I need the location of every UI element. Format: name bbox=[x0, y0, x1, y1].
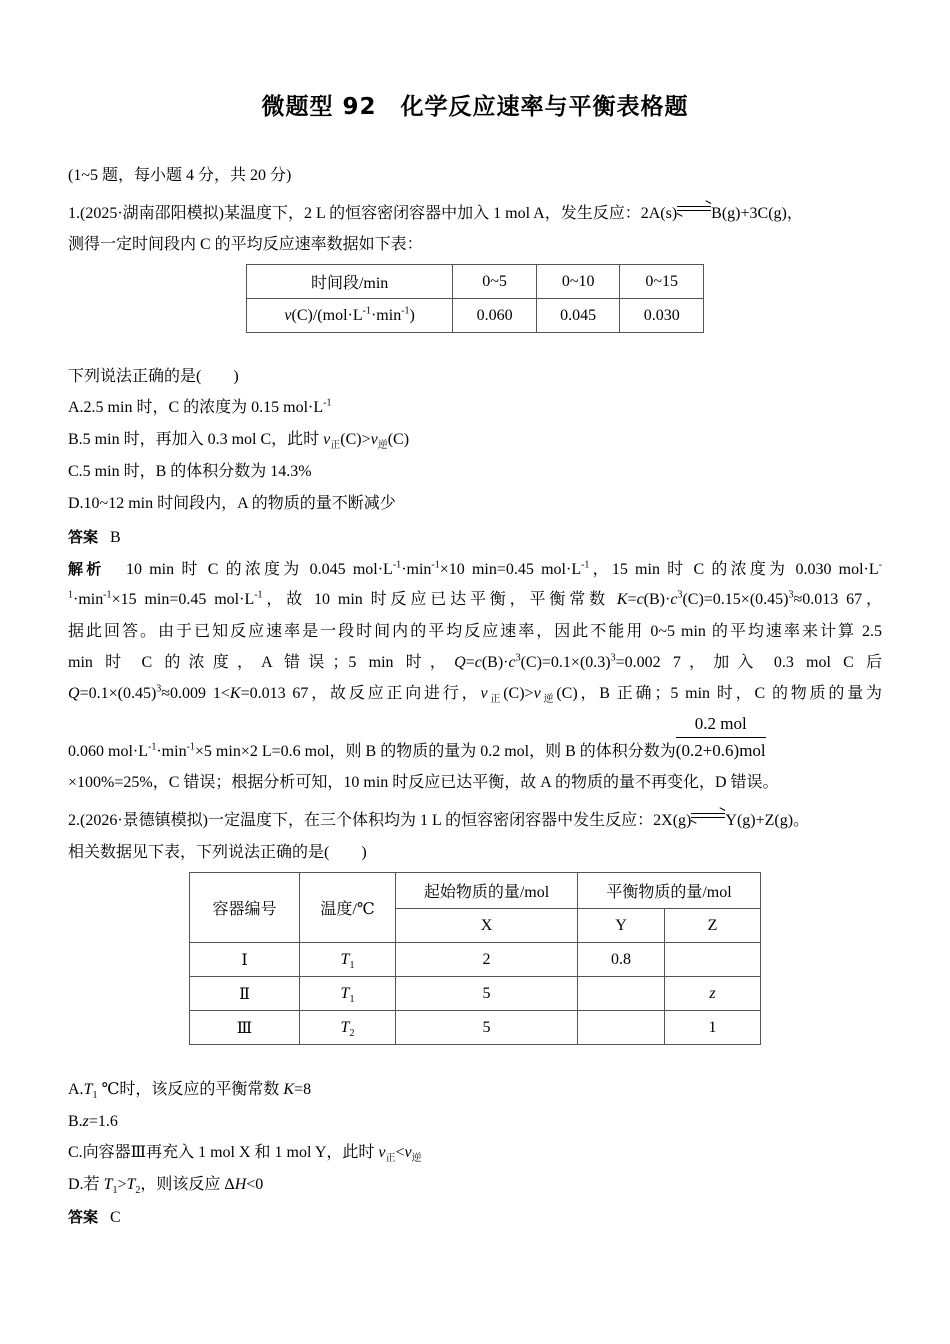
table-cell: $T_2$ bbox=[300, 1011, 396, 1045]
q2-option-c: C.向容器Ⅲ再充入 1 mol X 和 1 mol Y，此时 $v_正<v_逆$ bbox=[68, 1144, 422, 1165]
table-header-cell: 0~10 bbox=[536, 265, 620, 299]
q2-stem-b: Y(g)+Z(g)。 bbox=[725, 812, 810, 829]
table-cell bbox=[578, 1011, 665, 1045]
q1-analysis-line4: min 时 C 的浓度，A 错误；5 min 时，$Q=c(B)\cdot c^3(C)=0.1\times(0.3)^3=0.002$ 7，加入 0.3 mol C 后 bbox=[68, 652, 882, 671]
table-header-cell: 0~15 bbox=[620, 265, 704, 299]
analysis-label: 解析 bbox=[68, 560, 105, 578]
table-row bbox=[247, 299, 704, 333]
table-header-cell: 温度/℃ bbox=[300, 873, 396, 943]
page-title: 微题型 92 化学反应速率与平衡表格题 bbox=[261, 94, 689, 120]
table-cell: 5 bbox=[396, 1011, 578, 1045]
q1-analysis-line1: 解析 10 min 时 C 的浓度为 0.045 $mol\cdot L^{-1}\cdot\min^{-1}\times 10$ min=0.45 $mol\cdot L^{-1}$，15 min 时 C 的浓度为 0.030 mol·L- bbox=[68, 559, 882, 578]
table-cell: Ⅱ bbox=[190, 977, 300, 1011]
q2-answer bbox=[68, 1206, 121, 1229]
q1-option-b: B.5 min 时，再加入 0.3 mol C，此时 $v_正(C)>v_逆(C)$ bbox=[68, 431, 410, 452]
q1-analysis-line5: $Q=0.1\times(0.45)^3\approx 0.009$ 1<K=0.013 67，故反应正向进行，$v_正(C)>v_逆(C)$，B 正确；5 min 时，C 的物质的量为 bbox=[68, 683, 883, 706]
table-cell bbox=[665, 943, 761, 977]
table-cell: 1 bbox=[665, 1011, 761, 1045]
table-row-label: $v(C)/(mol\cdot L^{-1}\cdot\min^{-1})$ bbox=[247, 299, 453, 333]
answer-value: B bbox=[110, 529, 121, 546]
fraction-numerator: 0.2 mol bbox=[676, 713, 766, 738]
q1-analysis-line7: ×100%=25%，C 错误；根据分析可知，10 min 时反应已达平衡，故 A 的物质的量不再变化，D 错误。 bbox=[68, 774, 779, 791]
table-header-cell: Y bbox=[578, 909, 665, 943]
q1-analysis-line2: $^1\cdot\min^{-1}\times 15$ min=0.45 $mol\cdot L^{-1}$，故 10 min 时反应已达平衡，平衡常数 $K=c(B)\cdot c^3(C)=0.15\times(0.45)^3\approx 0.013$ 67， bbox=[68, 589, 882, 608]
table-row bbox=[190, 977, 761, 1011]
table-cell: $T_1$ bbox=[300, 943, 396, 977]
table-header-cell: X bbox=[396, 909, 578, 943]
table-cell: Ⅰ bbox=[190, 943, 300, 977]
q1-option-d: D.10~12 min 时间段内，A 的物质的量不断减少 bbox=[68, 495, 396, 512]
table-row bbox=[190, 1011, 761, 1045]
q1-stem-a: 1.(2025·湖南邵阳模拟)某温度下，2 L 的恒容密闭容器中加入 1 mol A，发生反应：2A(s) bbox=[68, 205, 678, 222]
q2-stem-line1 bbox=[68, 810, 809, 832]
table-cell: 2 bbox=[396, 943, 578, 977]
table-header-cell: 0~5 bbox=[453, 265, 537, 299]
q1-analysis-line6: 0.060 $mol\cdot L^{-1}\cdot\min^{-1}\times 5$ min×2 L=0.6 mol，则 B 的物质的量为 0.2 mol，则 B 的体积分数为 $\frac{\text{0.2 mol}}{\text{(0.2+0.6)mol}}$ bbox=[68, 714, 766, 761]
q2-stem-line2: 相关数据见下表，下列说法正确的是( ) bbox=[68, 844, 367, 861]
q1-answer bbox=[68, 526, 121, 549]
q2-option-b: B.z=1.6 bbox=[68, 1113, 118, 1130]
q1-option-c: C.5 min 时，B 的体积分数为 14.3% bbox=[68, 463, 312, 480]
q2-option-d: D.若 $T_1>T_2$，则该反应 ΔH<0 bbox=[68, 1176, 264, 1197]
answer-label: 答案 bbox=[68, 1208, 99, 1226]
q1-option-a: A.2.5 min 时，C 的浓度为 0.15 $mol\cdot L^{-1}$ bbox=[68, 397, 332, 416]
table-row bbox=[247, 265, 704, 299]
table-cell bbox=[578, 977, 665, 1011]
q1-stem-line2: 测得一定时间段内 C 的平均反应速率数据如下表： bbox=[68, 236, 423, 253]
q1-stem-b: B(g)+3C(g)， bbox=[711, 205, 803, 222]
table-header-cell: 平衡物质的量/mol bbox=[578, 873, 761, 909]
table-cell: 0.030 bbox=[620, 299, 704, 333]
table-cell: 5 bbox=[396, 977, 578, 1011]
table-cell: Ⅲ bbox=[190, 1011, 300, 1045]
table-cell: z bbox=[665, 977, 761, 1011]
table-cell: 0.045 bbox=[536, 299, 620, 333]
q1-rate-table bbox=[246, 264, 704, 333]
answer-label: 答案 bbox=[68, 528, 99, 546]
table-cell: $T_1$ bbox=[300, 977, 396, 1011]
q1-question: 下列说法正确的是( ) bbox=[68, 368, 239, 385]
table-header-cell: Z bbox=[665, 909, 761, 943]
table-header-cell: 容器编号 bbox=[190, 873, 300, 943]
volume-fraction-formula bbox=[676, 713, 766, 762]
q2-option-a: $A.T_1$ ℃时，该反应的平衡常数 K=8 bbox=[68, 1081, 312, 1102]
table-header-cell: 时间段/min bbox=[247, 265, 453, 299]
answer-value: C bbox=[110, 1209, 121, 1226]
q1-analysis-line3: 据此回答。由于已知反应速率是一段时间内的平均反应速率，因此不能用 0~5 min 的平均速率来计算 2.5 bbox=[68, 623, 882, 640]
fraction-denominator: (0.2+0.6)mol bbox=[675, 741, 766, 760]
table-cell: 0.060 bbox=[453, 299, 537, 333]
q2-stem-a: 2.(2026·景德镇模拟)一定温度下，在三个体积均为 1 L 的恒容密闭容器中发生反应：2X(g) bbox=[68, 812, 692, 829]
q1-stem-line1 bbox=[68, 203, 803, 225]
table-cell: 0.8 bbox=[578, 943, 665, 977]
table-row bbox=[190, 873, 761, 909]
equilibrium-arrow-icon bbox=[677, 204, 711, 214]
table-header-cell: 起始物质的量/mol bbox=[396, 873, 578, 909]
equilibrium-arrow-icon bbox=[691, 811, 725, 821]
table-row bbox=[190, 943, 761, 977]
q2-data-table bbox=[189, 872, 761, 1045]
section-intro: (1~5 题，每小题 4 分，共 20 分) bbox=[68, 167, 292, 184]
